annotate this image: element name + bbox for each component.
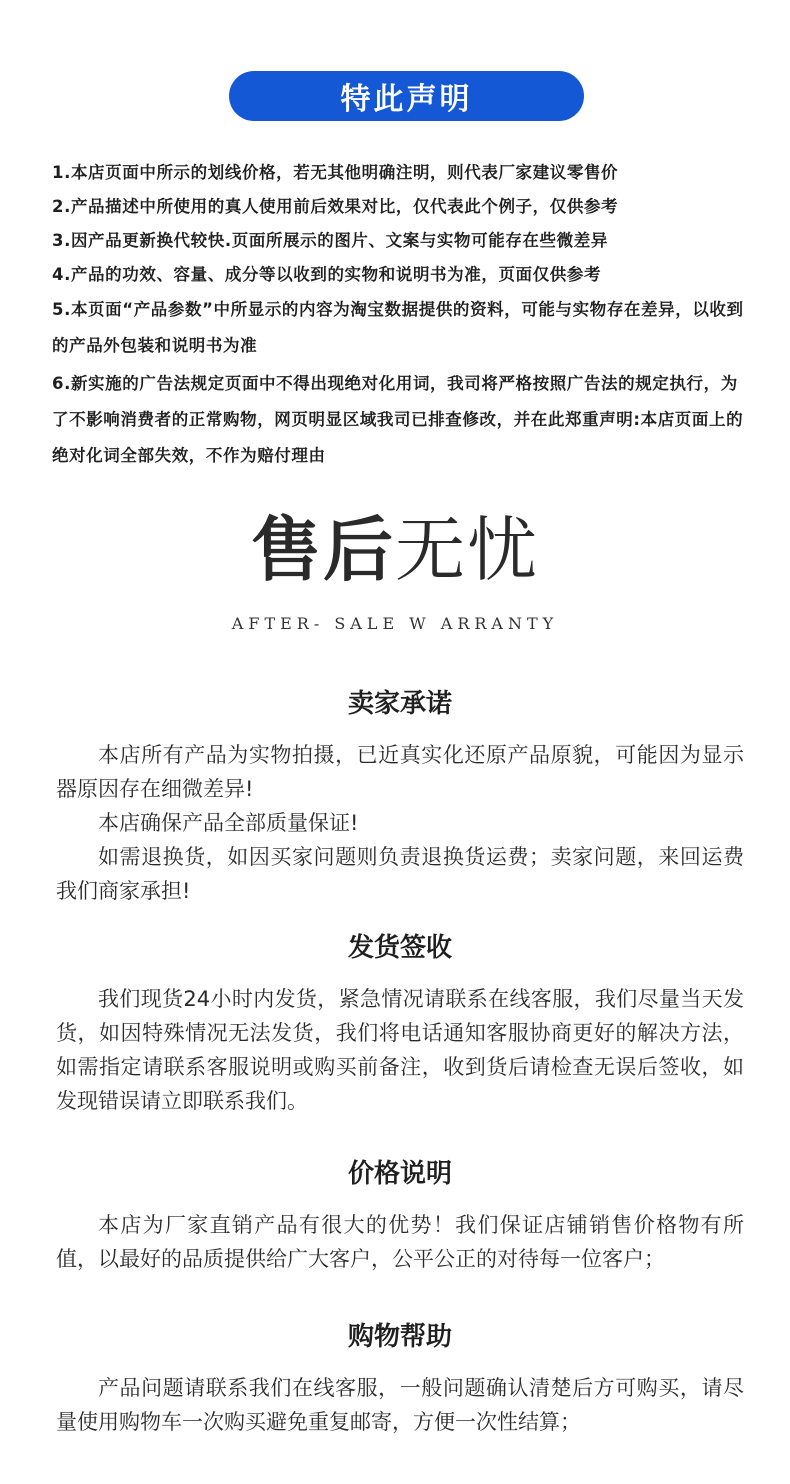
aftersale-subtitle: AFTER- SALE W ARRANTY [231,614,559,633]
notice-list [52,156,752,474]
section-paragraph: 我们现货24小时内发货，紧急情况请联系在线客服，我们尽量当天发货，如因特殊情况无法发货，我们将电话通知客服协商更好的解决方法，如需指定请联系客服说明或购买前备注，收到货后请检查无误后签收，如发现错误请立即联系我们。 [56,987,744,1113]
notice-item: 4.产品的功效、容量、成分等以收到的实物和说明书为准，页面仅供参考 [52,265,602,284]
notice-item: 3.因产品更新换代较快.页面所展示的图片、文案与实物可能存在些微差异 [52,231,608,250]
aftersale-heading [0,494,790,595]
notice-item: 2.产品描述中所使用的真人使用前后效果对比，仅代表此个例子，仅供参考 [52,197,619,216]
section-title: 卖家承诺 [347,689,452,719]
section-shopping-help [56,1317,744,1439]
section-paragraph: 产品问题请联系我们在线客服，一般问题确认清楚后方可购买，请尽量使用购物车一次购买避免重复邮寄，方便一次性结算； [56,1376,744,1434]
notice-item: 6.新实施的广告法规定页面中不得出现绝对化用词，我司将严格按照广告法的规定执行，为了不影响消费者的正常购物，网页明显区域我司已排查修改，并在此郑重声明:本店页面上的绝对化词全部失效，不作为赔付理由 [52,374,744,465]
notice-item: 1.本店页面中所示的划线价格，若无其他明确注明，则代表厂家建议零售价 [52,163,619,182]
section-paragraph: 如需退换货，如因买家问题则负责退换货运费；卖家问题，来回运费我们商家承担! [56,845,744,903]
section-shipping [56,928,744,1118]
section-seller-promise [56,684,744,908]
aftersale-heading-light: 无忧 [395,509,539,591]
section-paragraph: 本店为厂家直销产品有很大的优势！我们保证店铺销售价格物有所值，以最好的品质提供给广大客户，公平公正的对待每一位客户； [56,1213,744,1271]
section-title: 价格说明 [347,1159,452,1189]
notice-item: 5.本页面“产品参数”中所显示的内容为淘宝数据提供的资料，可能与实物存在差异，以收到的产品外包装和说明书为准 [52,300,744,355]
aftersale-heading-bold: 售后 [251,509,395,591]
section-pricing [56,1154,744,1276]
section-paragraph: 本店所有产品为实物拍摄，已近真实化还原产品原貌，可能因为显示器原因存在细微差异! [56,743,744,801]
declaration-banner [229,71,584,121]
section-title: 发货签收 [347,933,452,963]
declaration-title: 特此声明 [340,82,473,117]
section-title: 购物帮助 [347,1322,452,1352]
section-paragraph: 本店确保产品全部质量保证! [98,811,359,835]
